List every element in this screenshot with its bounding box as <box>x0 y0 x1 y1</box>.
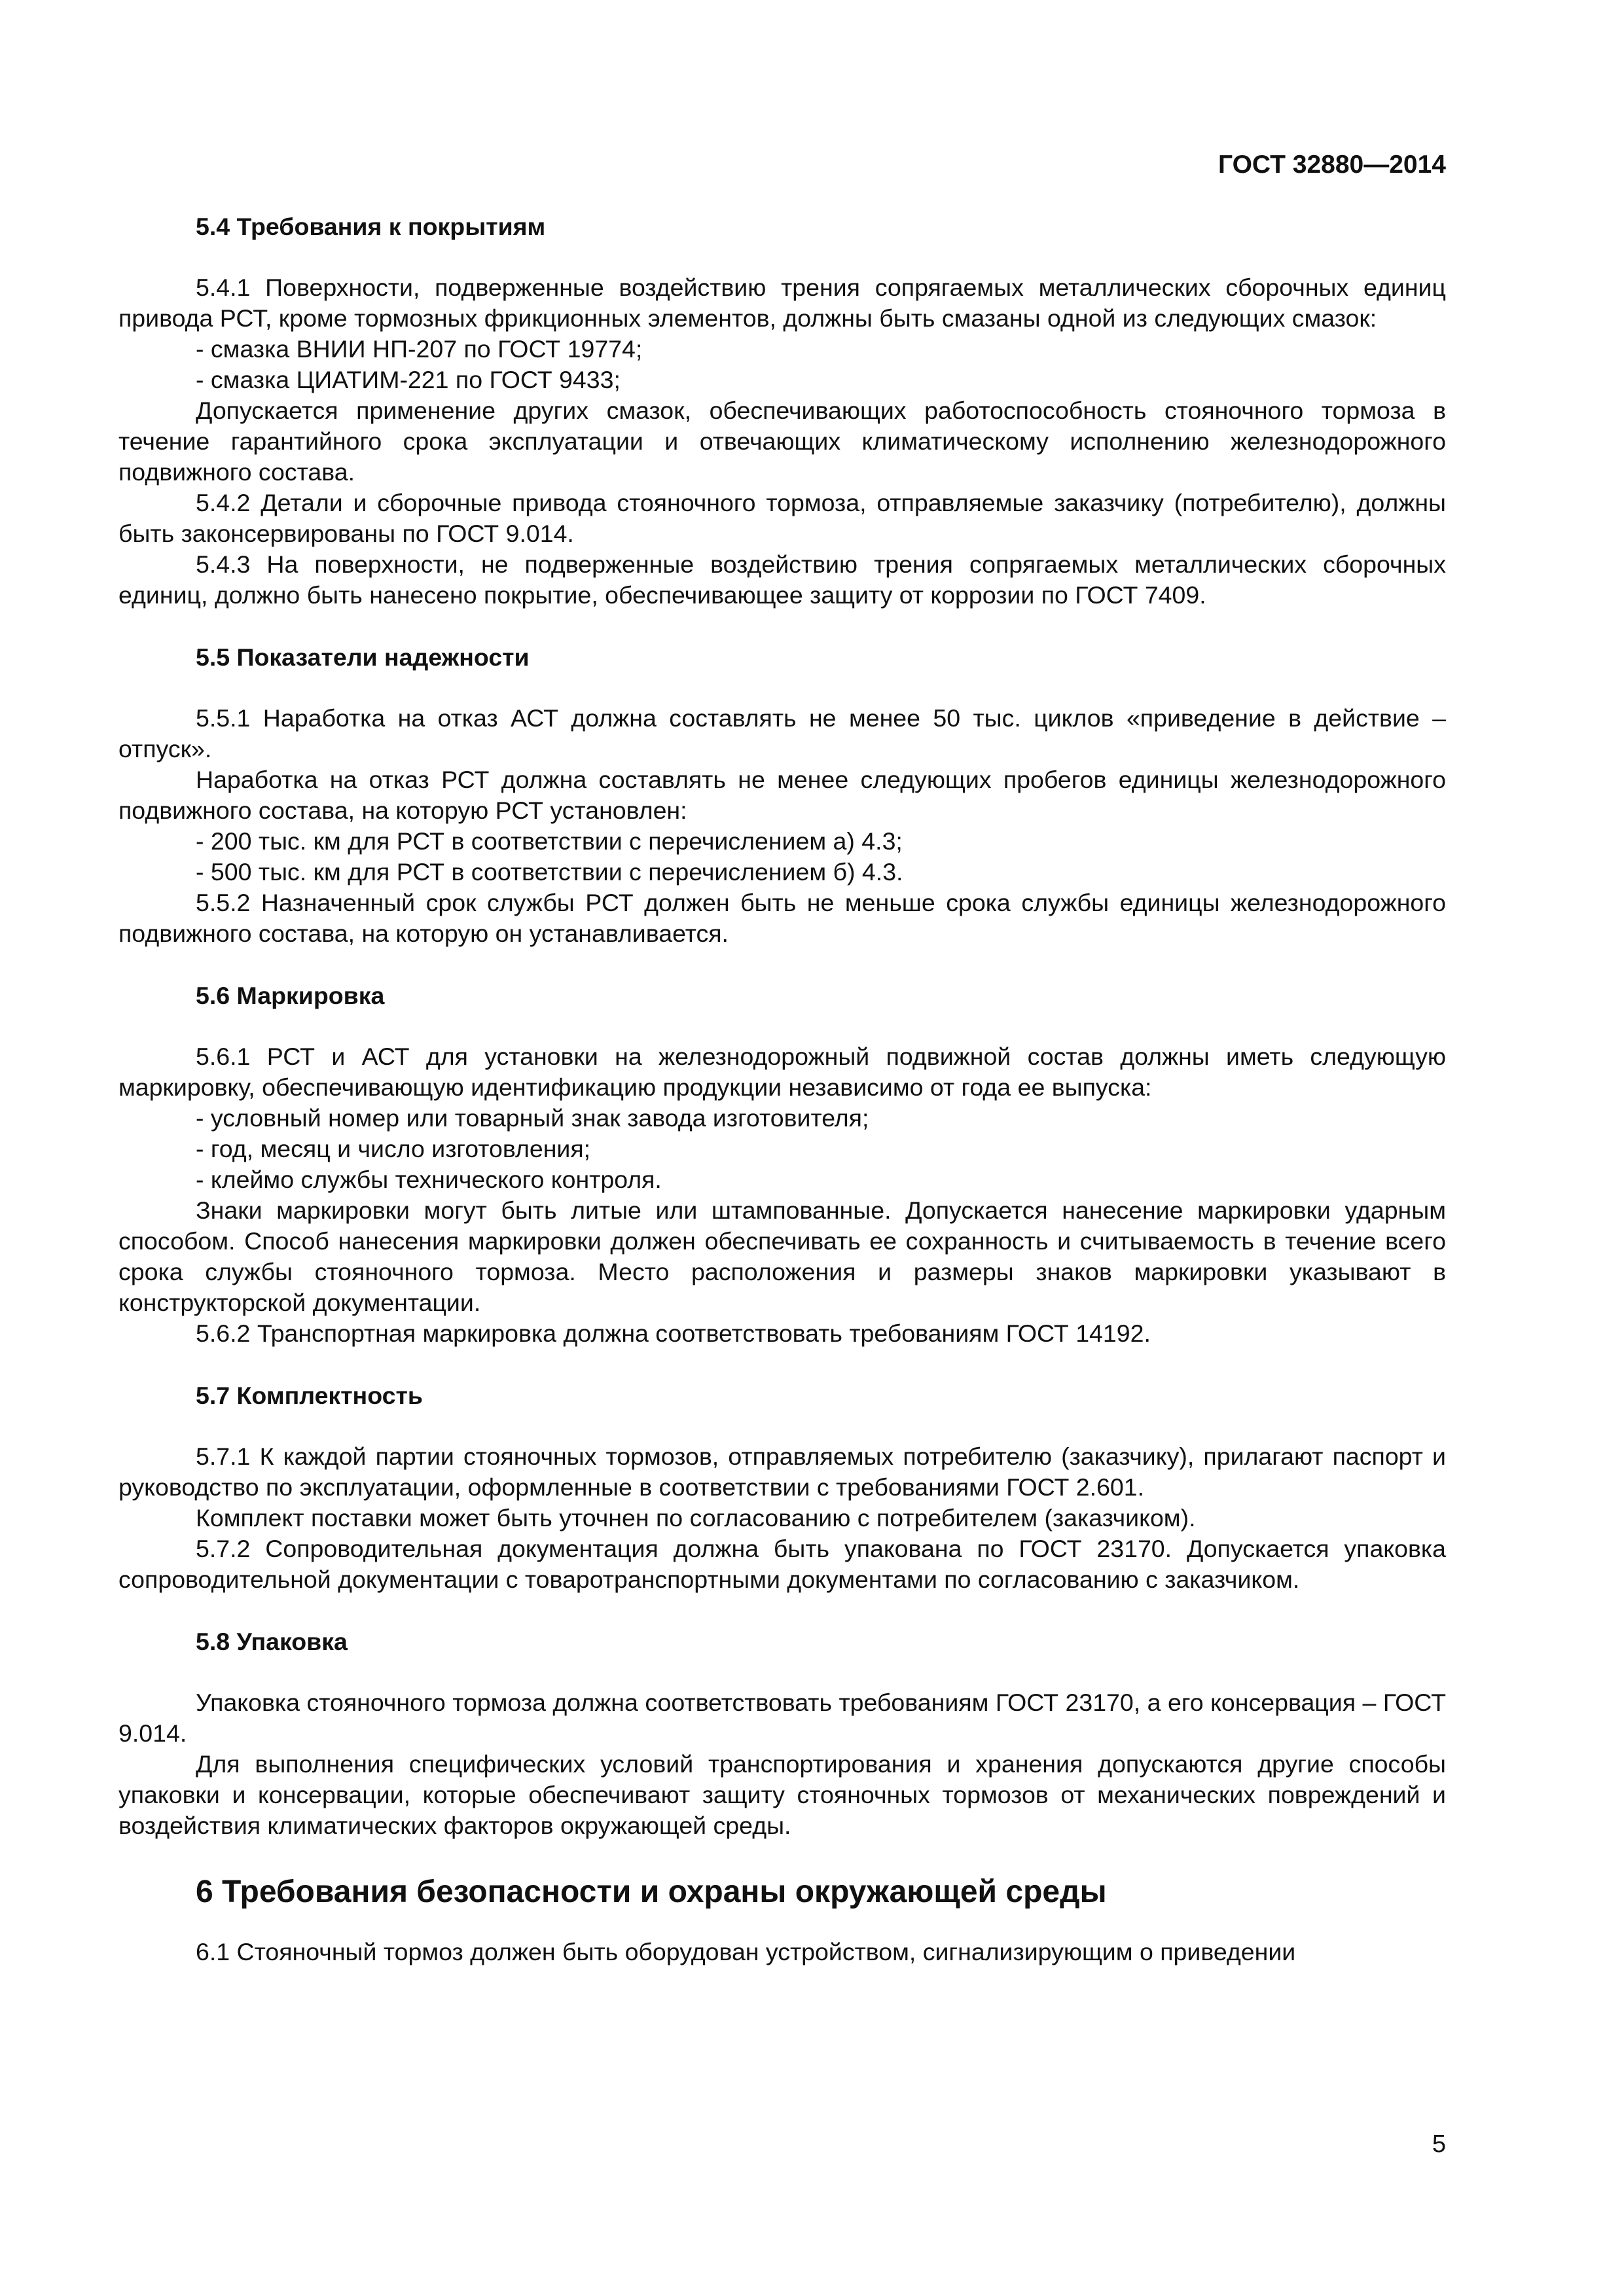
section-title: 5.7 Комплектность <box>196 1382 423 1409</box>
paragraph: Для выполнения специфических условий транспортирования и хранения допускаются другие способы упаковки и консервации, которые обеспечивают защиту стояночных тормозов от механических повреждений и воздействия климатических факторов окружающей среды. <box>118 1750 1446 1839</box>
list-item: - смазка ВНИИ НП-207 по ГОСТ 19774; <box>196 335 643 363</box>
list-item: - клеймо службы технического контроля. <box>196 1166 662 1193</box>
paragraph: 5.6.2 Транспортная маркировка должна соответствовать требованиям ГОСТ 14192. <box>196 1319 1151 1347</box>
list-item: - условный номер или товарный знак завода изготовителя; <box>196 1104 869 1132</box>
paragraph: Допускается применение других смазок, обеспечивающих работоспособность стояночного тормоза в течение гарантийного срока эксплуатации и отвечающих климатическому исполнению железнодорожного подвижного состава. <box>118 397 1446 486</box>
list-item: - смазка ЦИАТИМ-221 по ГОСТ 9433; <box>196 366 621 393</box>
section-title: 5.4 Требования к покрытиям <box>196 213 546 240</box>
paragraph: 5.4.2 Детали и сборочные привода стояночного тормоза, отправляемые заказчику (потребителю), должны быть законсервированы по ГОСТ 9.014. <box>118 489 1446 547</box>
section-title: 5.8 Упаковка <box>196 1628 348 1655</box>
section-5-5 <box>118 642 1446 949</box>
section-title: 5.5 Показатели надежности <box>196 643 530 671</box>
section-5-7 <box>118 1380 1446 1595</box>
paragraph: 5.7.1 К каждой партии стояночных тормозов, отправляемых потребителю (заказчику), прилагают паспорт и руководство по эксплуатации, оформленные в соответствии с требованиями ГОСТ 2.601. <box>118 1443 1446 1501</box>
paragraph: Комплект поставки может быть уточнен по согласованию с потребителем (заказчиком). <box>196 1504 1196 1532</box>
page-number: 5 <box>1432 2130 1446 2158</box>
section-5-6 <box>118 980 1446 1349</box>
paragraph: 5.6.1 РСТ и АСТ для установки на железнодорожный подвижной состав должны иметь следующую маркировку, обеспечивающую идентификацию продукции независимо от года ее выпуска: <box>118 1043 1446 1101</box>
paragraph: 5.7.2 Сопроводительная документация должна быть упакована по ГОСТ 23170. Допускается упаковка сопроводительной документации с товаротранспортными документами по согласованию с заказчиком. <box>118 1535 1446 1593</box>
section-5-8 <box>118 1626 1446 1841</box>
section-5-4 <box>118 211 1446 611</box>
paragraph: Наработка на отказ РСТ должна составлять не менее следующих пробегов единицы железнодорожного подвижного состава, на которую РСТ установлен: <box>118 766 1446 824</box>
paragraph: 5.5.2 Назначенный срок службы РСТ должен быть не меньше срока службы единицы железнодорожного подвижного состава, на которую он устанавливается. <box>118 889 1446 947</box>
chapter-title: 6 Требования безопасности и охраны окружающей среды <box>196 1874 1107 1909</box>
section-title: 5.6 Маркировка <box>196 982 385 1009</box>
paragraph: 6.1 Стояночный тормоз должен быть оборудован устройством, сигнализирующим о приведении <box>196 1938 1296 1965</box>
paragraph: Упаковка стояночного тормоза должна соответствовать требованиям ГОСТ 23170, а его консервация – ГОСТ 9.014. <box>118 1689 1446 1747</box>
list-item: - 500 тыс. км для РСТ в соответствии с перечислением б) 4.3. <box>196 858 903 886</box>
page-content <box>118 149 1446 1967</box>
paragraph: 5.5.1 Наработка на отказ АСТ должна составлять не менее 50 тыс. циклов «приведение в действие – отпуск». <box>118 704 1446 762</box>
paragraph: 5.4.3 На поверхности, не подверженные воздействию трения сопрягаемых металлических сборочных единиц, должно быть нанесено покрытие, обеспечивающее защиту от коррозии по ГОСТ 7409. <box>118 550 1446 609</box>
standard-code: ГОСТ 32880—2014 <box>1218 151 1446 179</box>
section-6 <box>118 1873 1446 1967</box>
list-item: - 200 тыс. км для РСТ в соответствии с перечислением а) 4.3; <box>196 827 903 855</box>
paragraph: Знаки маркировки могут быть литые или штампованные. Допускается нанесение маркировки ударным способом. Способ нанесения маркировки должен обеспечивать ее сохранность и считываемость в течение всего срока службы стояночного тормоза. Место расположения и размеры знаков маркировки указывают в конструкторской документации. <box>118 1196 1446 1316</box>
list-item: - год, месяц и число изготовления; <box>196 1135 591 1162</box>
paragraph: 5.4.1 Поверхности, подверженные воздействию трения сопрягаемых металлических сборочных единиц привода РСТ, кроме тормозных фрикционных элементов, должны быть смазаны одной из следующих смазок: <box>118 274 1446 332</box>
